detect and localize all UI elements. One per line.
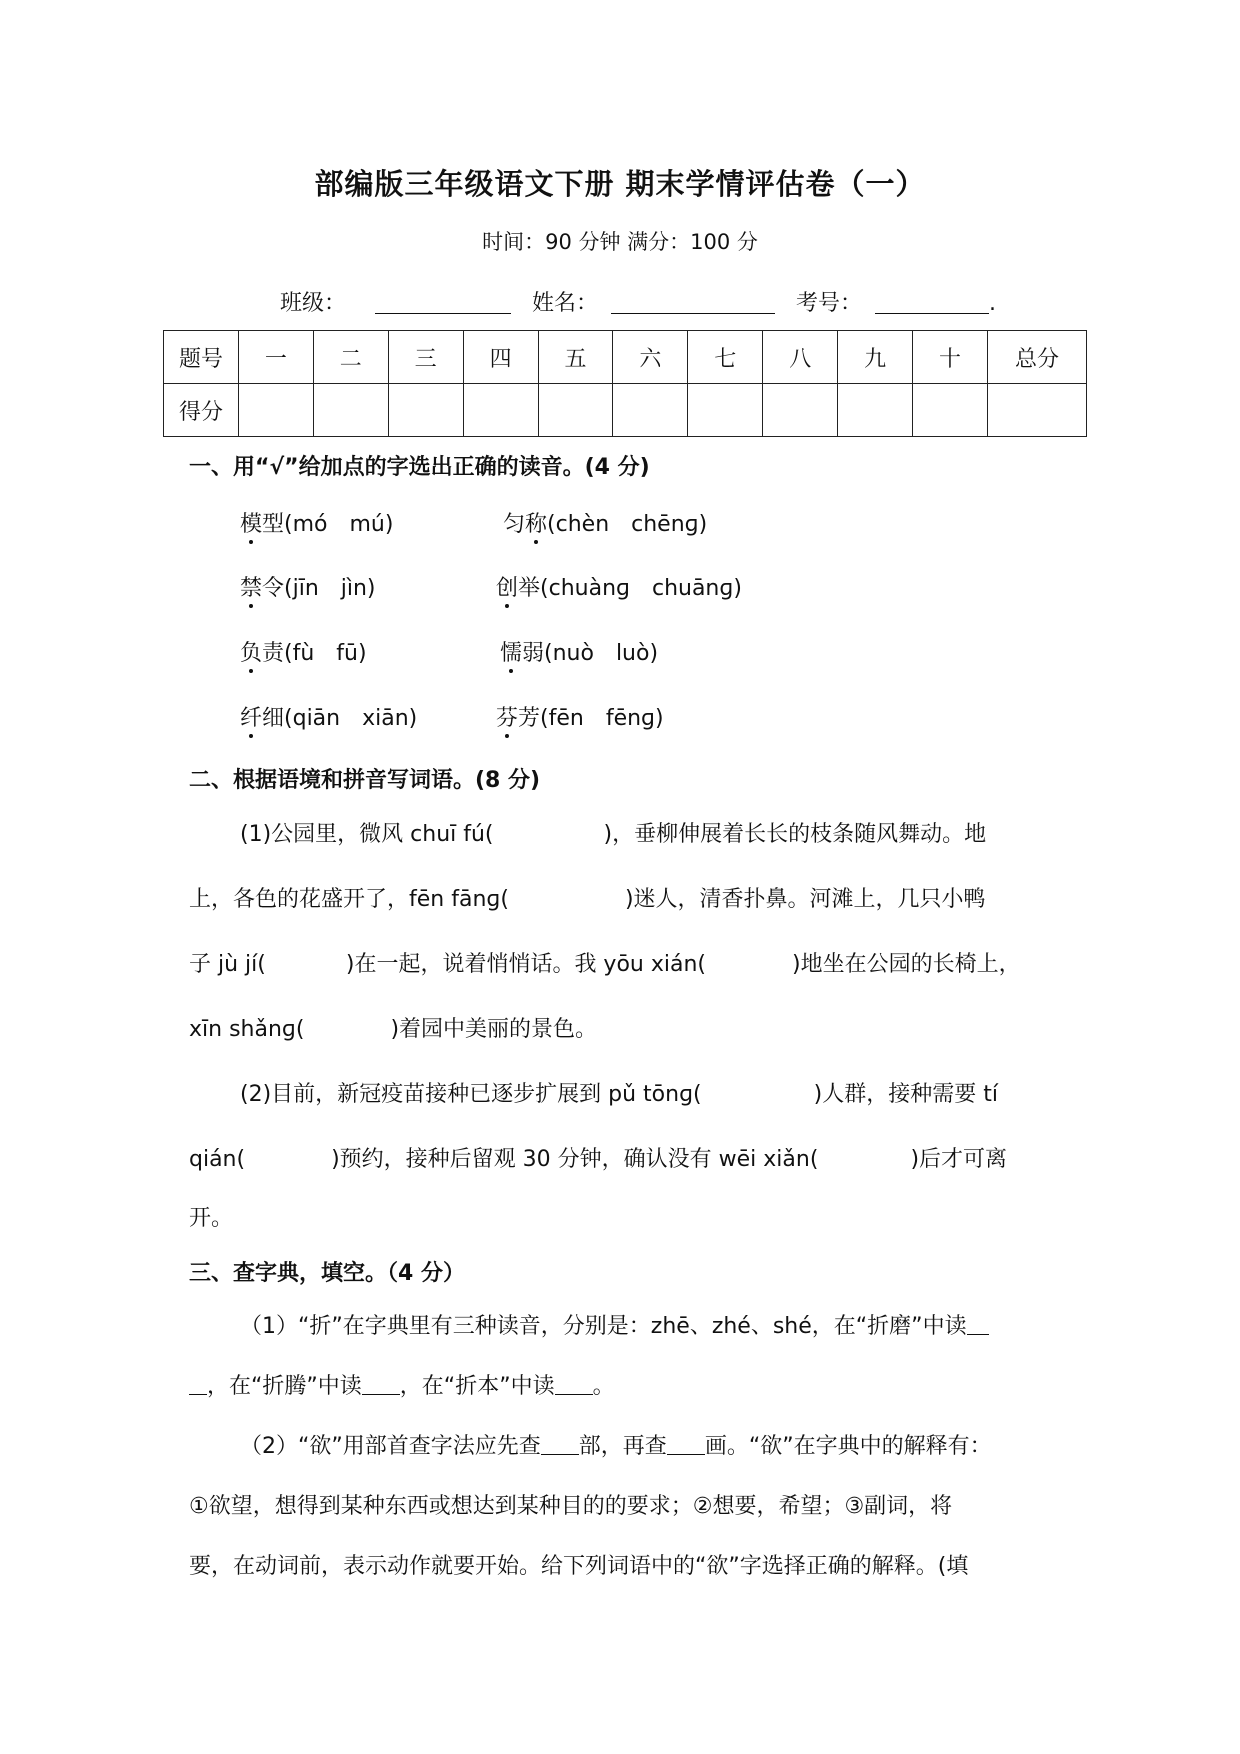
answer-blank[interactable] <box>362 1376 400 1395</box>
score-table <box>163 330 1087 437</box>
exam-meta: 时间：90 分钟 满分：100 分 <box>482 230 758 254</box>
table-cell: 八 <box>763 331 838 384</box>
score-cell[interactable] <box>388 384 463 437</box>
text-line: 开。 <box>189 1206 234 1231</box>
table-cell: 九 <box>838 331 913 384</box>
table-cell: 一 <box>238 331 313 384</box>
answer-blank[interactable] <box>189 1376 207 1395</box>
dotted-char: 负 <box>240 636 262 667</box>
dotted-char: 创 <box>496 571 518 602</box>
section2-heading: 二、根据语境和拼音写词语。(8 分) <box>189 768 541 793</box>
pinyin-item: 创举(chuànɡ chuānɡ) <box>496 571 742 602</box>
score-row-label: 得分 <box>164 384 239 437</box>
class-field[interactable] <box>375 293 511 314</box>
table-cell: 七 <box>688 331 763 384</box>
score-cell[interactable] <box>838 384 913 437</box>
table-cell: 四 <box>463 331 538 384</box>
text-line: qián( )预约，接种后留观 30 分钟，确认没有 wēi xiǎn( )后才可离 <box>189 1147 1008 1172</box>
section3-text <box>189 1297 1059 1597</box>
section2-text <box>189 802 1059 1246</box>
table-cell: 三 <box>388 331 463 384</box>
dotted-char: 模 <box>240 507 262 538</box>
score-cell[interactable] <box>463 384 538 437</box>
dotted-char: 禁 <box>240 571 262 602</box>
class-label: 班级： <box>280 291 347 316</box>
student-info-row <box>280 286 996 317</box>
table-cell: 题号 <box>164 331 239 384</box>
text-line: 要，在动词前，表示动作就要开始。给下列词语中的“欲”字选择正确的解释。(填 <box>189 1554 969 1579</box>
score-cell[interactable] <box>613 384 688 437</box>
pinyin-item: 懦弱(nuò luò) <box>500 636 658 667</box>
page-title: 部编版三年级语文下册 期末学情评估卷（一） <box>314 167 926 201</box>
text-line: (2)目前，新冠疫苗接种已逐步扩展到 pǔ tōnɡ( )人群，接种需要 tí <box>240 1082 998 1107</box>
score-cell[interactable] <box>238 384 313 437</box>
table-cell: 总分 <box>987 331 1086 384</box>
text-line: ①欲望，想得到某种东西或想达到某种目的的要求；②想要，希望；③副词，将 <box>189 1494 953 1519</box>
score-cell[interactable] <box>313 384 388 437</box>
name-label: 姓名： <box>532 291 599 316</box>
text-line: ，在“折腾”中读 ，在“折本”中读 。 <box>189 1357 1059 1417</box>
text-line: （1）“折”在字典里有三种读音，分别是：zhē、zhé、shé，在“折磨”中读 <box>189 1297 1059 1357</box>
score-cell[interactable] <box>987 384 1086 437</box>
answer-blank[interactable] <box>667 1436 705 1455</box>
text-line: （2）“欲”用部首查字法应先查 部，再查 画。“欲”在字典中的解释有： <box>240 1434 992 1459</box>
table-cell: 五 <box>538 331 613 384</box>
table-cell: 六 <box>613 331 688 384</box>
pinyin-item: 纤细(qiān xiān) <box>240 701 417 732</box>
dotted-char: 芬 <box>496 701 518 732</box>
pinyin-item: 负责(fù fū) <box>240 636 367 667</box>
dotted-char: 称 <box>525 507 547 538</box>
text-line: (1)公园里，微风 chuī fú( )，垂柳伸展着长长的枝条随风舞动。地 <box>240 822 987 847</box>
score-cell[interactable] <box>913 384 988 437</box>
dotted-char: 纤 <box>240 701 262 732</box>
pinyin-item: 匀称(chèn chēnɡ) <box>503 507 707 538</box>
table-cell: 二 <box>313 331 388 384</box>
score-cell[interactable] <box>688 384 763 437</box>
table-cell: 十 <box>913 331 988 384</box>
score-table-score-row <box>164 384 1087 437</box>
score-cell[interactable] <box>538 384 613 437</box>
pinyin-item: 模型(mó mú) <box>240 507 393 538</box>
dotted-char: 懦 <box>500 636 522 667</box>
answer-blank[interactable] <box>541 1436 579 1455</box>
answer-blank[interactable] <box>555 1376 593 1395</box>
pinyin-item: 禁令(jīn jìn) <box>240 571 376 602</box>
text-line: xīn shǎnɡ( )着园中美丽的景色。 <box>189 1017 598 1042</box>
section1-heading: 一、用“√”给加点的字选出正确的读音。(4 分) <box>189 455 650 480</box>
score-table-header-row <box>164 331 1087 384</box>
pinyin-item: 芬芳(fēn fēnɡ) <box>496 701 664 732</box>
number-label: 考号： <box>796 291 863 316</box>
text-line: 子 jù jí( )在一起，说着悄悄话。我 yōu xián( )地坐在公园的长椅上， <box>189 952 1021 977</box>
section3-heading: 三、查字典，填空。（4 分） <box>189 1261 465 1286</box>
score-cell[interactable] <box>763 384 838 437</box>
info-end-mark: . <box>989 291 997 316</box>
number-field[interactable] <box>875 293 989 314</box>
text-line: 上，各色的花盛开了，fēn fānɡ( )迷人，清香扑鼻。河滩上，几只小鸭 <box>189 887 986 912</box>
name-field[interactable] <box>611 293 775 314</box>
answer-blank[interactable] <box>967 1316 989 1335</box>
